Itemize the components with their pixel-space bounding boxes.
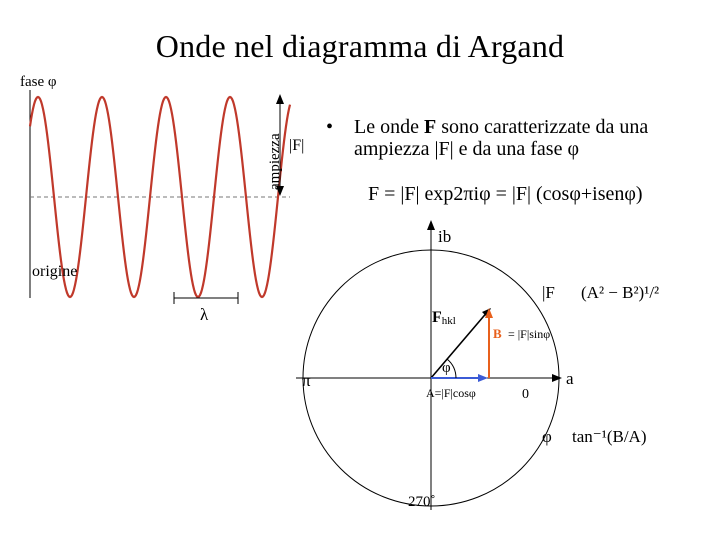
angle-zero-label: 0 bbox=[522, 387, 529, 402]
amplitude-arrowhead-top bbox=[276, 94, 284, 104]
magnitude-label: |F| bbox=[289, 137, 305, 154]
wave-figure bbox=[0, 70, 320, 330]
argand-diagram bbox=[286, 220, 680, 536]
angle-pi-label: π bbox=[302, 371, 311, 390]
bullet-dot: • bbox=[326, 116, 334, 138]
real-axis-label: a bbox=[566, 369, 574, 388]
bullet-bold-term: F bbox=[423, 116, 437, 138]
bullet-text bbox=[354, 116, 714, 160]
amplitude-label: ampiezza bbox=[267, 133, 283, 190]
bullet-rest: sono caratterizzate da una ampiezza |F| e da una fase φ bbox=[354, 116, 649, 160]
imag-axis-label: ib bbox=[438, 227, 452, 246]
slide-title: Onde nel diagramma di Argand bbox=[155, 28, 565, 64]
b-label: B bbox=[493, 326, 502, 341]
phase-eq-lhs: φ bbox=[542, 427, 552, 446]
b-value-label: = |F|sinφ bbox=[508, 327, 551, 341]
magnitude-eq-rhs: (A² − B²)¹/² bbox=[581, 283, 660, 302]
wave-formula: F = |F| exp2πiφ = |F| (cosφ+isenφ) bbox=[368, 183, 643, 205]
phase-eq-rhs: tan⁻¹(B/A) bbox=[572, 427, 647, 446]
phase-label: fase φ bbox=[20, 74, 57, 90]
vector-label: Fhkl bbox=[432, 309, 456, 327]
magnitude-eq-lhs: |F bbox=[542, 283, 555, 302]
phi-label: φ bbox=[442, 360, 451, 376]
a-value-label: A=|F|cosφ bbox=[426, 386, 476, 400]
origin-label: origine bbox=[32, 263, 78, 280]
bullet-prefix: Le onde bbox=[354, 116, 424, 138]
angle-270-label: 270˚ bbox=[408, 494, 436, 510]
wavelength-label: λ bbox=[200, 305, 209, 324]
